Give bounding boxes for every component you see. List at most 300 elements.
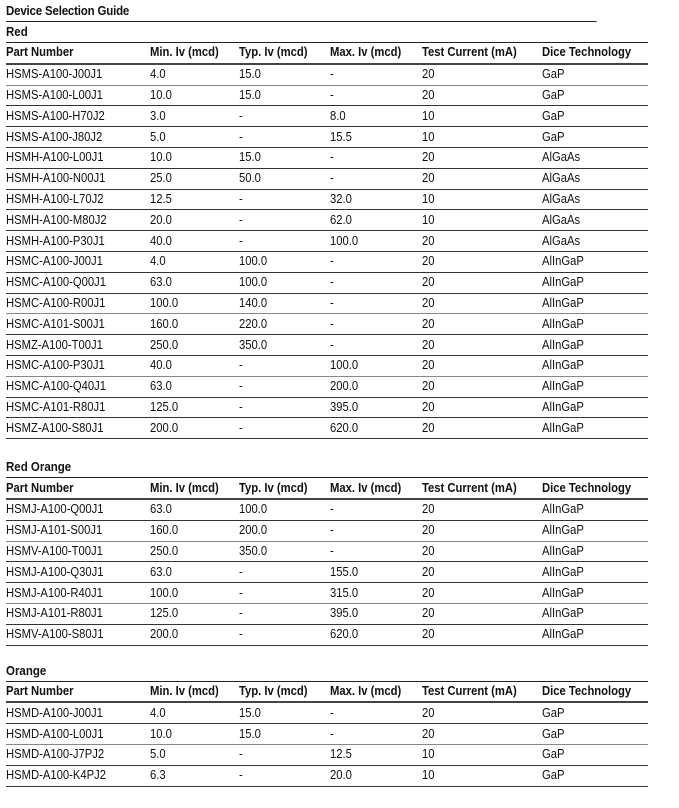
max-iv: 620.0 bbox=[330, 420, 359, 435]
table-cell bbox=[6, 583, 150, 604]
dice-technology: AlInGaP bbox=[542, 523, 584, 538]
max-iv: 20.0 bbox=[330, 768, 352, 783]
min-iv: 10.0 bbox=[150, 150, 172, 165]
table-cell bbox=[6, 251, 150, 272]
table-cell bbox=[6, 541, 150, 562]
test-current: 20 bbox=[422, 420, 435, 435]
typ-iv: 200.0 bbox=[239, 523, 268, 538]
part-number: HSMJ-A100-Q30J1 bbox=[6, 564, 104, 579]
table-cell bbox=[330, 64, 422, 85]
min-iv: 250.0 bbox=[150, 543, 179, 558]
dice-technology: AlInGaP bbox=[542, 606, 584, 621]
part-number: HSMS-A100-L00J1 bbox=[6, 87, 103, 102]
column-header bbox=[239, 43, 330, 64]
table-cell bbox=[150, 397, 239, 418]
table-cell bbox=[422, 499, 542, 520]
typ-iv: - bbox=[239, 606, 243, 621]
column-header-label: Dice Technology bbox=[542, 683, 632, 698]
table-cell bbox=[239, 499, 330, 520]
min-iv: 5.0 bbox=[150, 747, 166, 762]
table-cell bbox=[330, 168, 422, 189]
part-number: HSMS-A100-J00J1 bbox=[6, 67, 103, 82]
table-row bbox=[6, 85, 648, 106]
dice-technology: AlInGaP bbox=[542, 316, 584, 331]
table-cell bbox=[330, 583, 422, 604]
table-cell bbox=[330, 272, 422, 293]
min-iv: 250.0 bbox=[150, 337, 179, 352]
table-cell bbox=[150, 355, 239, 376]
table-cell bbox=[150, 85, 239, 106]
max-iv: - bbox=[330, 523, 334, 538]
table-cell bbox=[542, 376, 648, 397]
table-cell bbox=[542, 583, 648, 604]
column-header bbox=[150, 478, 239, 499]
part-number: HSMS-A100-H70J2 bbox=[6, 108, 105, 123]
table-cell bbox=[6, 744, 150, 765]
table-cell bbox=[239, 724, 330, 745]
table-row bbox=[6, 765, 648, 786]
max-iv: 8.0 bbox=[330, 108, 346, 123]
device-table bbox=[6, 681, 648, 787]
table-cell bbox=[330, 127, 422, 148]
table-cell bbox=[542, 189, 648, 210]
table-cell bbox=[422, 624, 542, 645]
max-iv: 15.5 bbox=[330, 129, 352, 144]
max-iv: 32.0 bbox=[330, 191, 352, 206]
dice-technology: AlGaAs bbox=[542, 171, 581, 186]
dice-technology: GaP bbox=[542, 768, 565, 783]
column-header bbox=[542, 681, 648, 702]
min-iv: 200.0 bbox=[150, 627, 179, 642]
dice-technology: AlInGaP bbox=[542, 627, 584, 642]
table-cell bbox=[330, 189, 422, 210]
table-cell bbox=[422, 603, 542, 624]
column-header-label: Typ. Iv (mcd) bbox=[239, 480, 308, 495]
table-row bbox=[6, 189, 648, 210]
table-cell bbox=[239, 251, 330, 272]
min-iv: 63.0 bbox=[150, 275, 172, 290]
dice-technology: AlGaAs bbox=[542, 191, 581, 206]
table-cell bbox=[542, 562, 648, 583]
max-iv: 100.0 bbox=[330, 233, 359, 248]
section-title: Orange bbox=[6, 663, 47, 678]
table-cell bbox=[239, 127, 330, 148]
table-cell bbox=[239, 562, 330, 583]
table-cell bbox=[150, 168, 239, 189]
max-iv: - bbox=[330, 67, 334, 82]
typ-iv: - bbox=[239, 399, 243, 414]
typ-iv: - bbox=[239, 747, 243, 762]
table-cell bbox=[330, 765, 422, 786]
table-cell bbox=[542, 624, 648, 645]
table-row bbox=[6, 272, 648, 293]
test-current: 20 bbox=[422, 502, 435, 517]
min-iv: 100.0 bbox=[150, 295, 179, 310]
column-header-label: Test Current (mA) bbox=[422, 45, 517, 60]
column-header-label: Test Current (mA) bbox=[422, 480, 517, 495]
table-cell bbox=[542, 251, 648, 272]
table-cell bbox=[422, 147, 542, 168]
table-cell bbox=[6, 189, 150, 210]
column-header bbox=[330, 478, 422, 499]
test-current: 20 bbox=[422, 233, 435, 248]
part-number: HSMC-A100-P30J1 bbox=[6, 358, 105, 373]
max-iv: - bbox=[330, 502, 334, 517]
column-header-label: Dice Technology bbox=[542, 45, 632, 60]
table-cell bbox=[239, 85, 330, 106]
part-number: HSMJ-A101-R80J1 bbox=[6, 606, 103, 621]
table-cell bbox=[542, 314, 648, 335]
table-cell bbox=[542, 397, 648, 418]
table-cell bbox=[330, 562, 422, 583]
typ-iv: - bbox=[239, 191, 243, 206]
table-header-row bbox=[6, 43, 648, 64]
table-cell bbox=[330, 744, 422, 765]
table-cell bbox=[542, 355, 648, 376]
column-header-label: Part Number bbox=[6, 683, 74, 698]
dice-technology: AlInGaP bbox=[542, 420, 584, 435]
dice-technology: GaP bbox=[542, 129, 565, 144]
typ-iv: - bbox=[239, 129, 243, 144]
table-cell bbox=[150, 64, 239, 85]
table-cell bbox=[6, 106, 150, 127]
max-iv: 12.5 bbox=[330, 747, 352, 762]
table-cell bbox=[330, 397, 422, 418]
table-cell bbox=[330, 355, 422, 376]
table-row bbox=[6, 702, 648, 723]
table-cell bbox=[239, 624, 330, 645]
typ-iv: 50.0 bbox=[239, 171, 261, 186]
dice-technology: GaP bbox=[542, 705, 565, 720]
min-iv: 25.0 bbox=[150, 171, 172, 186]
table-cell bbox=[422, 293, 542, 314]
table-cell bbox=[422, 397, 542, 418]
column-header-label: Test Current (mA) bbox=[422, 683, 517, 698]
table-cell bbox=[6, 127, 150, 148]
table-cell bbox=[239, 702, 330, 723]
typ-iv: - bbox=[239, 108, 243, 123]
typ-iv: - bbox=[239, 379, 243, 394]
dice-technology: AlInGaP bbox=[542, 399, 584, 414]
table-cell bbox=[6, 355, 150, 376]
table-cell bbox=[150, 106, 239, 127]
table-cell bbox=[239, 189, 330, 210]
table-cell bbox=[422, 272, 542, 293]
part-number: HSMS-A100-J80J2 bbox=[6, 129, 103, 144]
table-cell bbox=[239, 314, 330, 335]
dice-technology: AlInGaP bbox=[542, 502, 584, 517]
table-cell bbox=[150, 765, 239, 786]
table-cell bbox=[422, 231, 542, 252]
table-cell bbox=[6, 231, 150, 252]
min-iv: 40.0 bbox=[150, 358, 172, 373]
typ-iv: 100.0 bbox=[239, 275, 268, 290]
test-current: 20 bbox=[422, 295, 435, 310]
table-cell bbox=[150, 724, 239, 745]
table-row bbox=[6, 499, 648, 520]
part-number: HSMJ-A101-S00J1 bbox=[6, 523, 103, 538]
test-current: 20 bbox=[422, 585, 435, 600]
min-iv: 125.0 bbox=[150, 606, 179, 621]
table-cell bbox=[542, 603, 648, 624]
test-current: 20 bbox=[422, 358, 435, 373]
table-cell bbox=[6, 624, 150, 645]
table-cell bbox=[6, 562, 150, 583]
table-row bbox=[6, 293, 648, 314]
dice-technology: GaP bbox=[542, 726, 565, 741]
table-cell bbox=[239, 147, 330, 168]
part-number: HSMH-A100-L70J2 bbox=[6, 191, 104, 206]
column-header-label: Part Number bbox=[6, 45, 74, 60]
section-title: Red bbox=[6, 25, 28, 39]
table-cell bbox=[330, 106, 422, 127]
typ-iv: 15.0 bbox=[239, 67, 261, 82]
table-row bbox=[6, 314, 648, 335]
table-cell bbox=[6, 702, 150, 723]
table-cell bbox=[239, 744, 330, 765]
table-cell bbox=[150, 231, 239, 252]
table-cell bbox=[422, 106, 542, 127]
part-number: HSMC-A101-R80J1 bbox=[6, 399, 106, 414]
max-iv: - bbox=[330, 87, 334, 102]
table-row bbox=[6, 624, 648, 645]
table-cell bbox=[422, 314, 542, 335]
typ-iv: - bbox=[239, 564, 243, 579]
min-iv: 40.0 bbox=[150, 233, 172, 248]
max-iv: - bbox=[330, 316, 334, 331]
table-cell bbox=[330, 251, 422, 272]
column-header bbox=[330, 681, 422, 702]
table-cell bbox=[150, 314, 239, 335]
table-cell bbox=[330, 335, 422, 356]
max-iv: - bbox=[330, 337, 334, 352]
table-cell bbox=[330, 85, 422, 106]
table-cell bbox=[150, 603, 239, 624]
dice-technology: AlInGaP bbox=[542, 564, 584, 579]
typ-iv: - bbox=[239, 233, 243, 248]
table-cell bbox=[422, 418, 542, 439]
table-cell bbox=[330, 603, 422, 624]
column-header bbox=[330, 43, 422, 64]
table-cell bbox=[239, 583, 330, 604]
test-current: 20 bbox=[422, 726, 435, 741]
table-cell bbox=[239, 106, 330, 127]
table-cell bbox=[542, 541, 648, 562]
min-iv: 125.0 bbox=[150, 399, 179, 414]
min-iv: 4.0 bbox=[150, 67, 166, 82]
column-header-label: Dice Technology bbox=[542, 480, 632, 495]
min-iv: 4.0 bbox=[150, 705, 166, 720]
document-title: Device Selection Guide bbox=[6, 0, 597, 22]
max-iv: 100.0 bbox=[330, 358, 359, 373]
column-header bbox=[542, 43, 648, 64]
part-number: HSMC-A100-Q40J1 bbox=[6, 379, 107, 394]
table-cell bbox=[6, 724, 150, 745]
table-row bbox=[6, 335, 648, 356]
test-current: 20 bbox=[422, 316, 435, 331]
table-row bbox=[6, 603, 648, 624]
min-iv: 10.0 bbox=[150, 726, 172, 741]
column-header-label: Typ. Iv (mcd) bbox=[239, 683, 308, 698]
part-number: HSMV-A100-S80J1 bbox=[6, 627, 104, 642]
column-header-label: Min. Iv (mcd) bbox=[150, 480, 219, 495]
column-header bbox=[422, 43, 542, 64]
table-row bbox=[6, 147, 648, 168]
part-number: HSMH-A100-L00J1 bbox=[6, 150, 104, 165]
table-cell bbox=[422, 335, 542, 356]
table-cell bbox=[542, 765, 648, 786]
table-cell bbox=[150, 702, 239, 723]
table-cell bbox=[330, 702, 422, 723]
table-cell bbox=[150, 189, 239, 210]
table-row bbox=[6, 127, 648, 148]
column-header-label: Typ. Iv (mcd) bbox=[239, 45, 308, 60]
max-iv: - bbox=[330, 543, 334, 558]
min-iv: 5.0 bbox=[150, 129, 166, 144]
typ-iv: - bbox=[239, 585, 243, 600]
table-row bbox=[6, 106, 648, 127]
part-number: HSMH-A100-N00J1 bbox=[6, 171, 106, 186]
min-iv: 160.0 bbox=[150, 316, 179, 331]
part-number: HSMD-A100-J7PJ2 bbox=[6, 747, 105, 762]
typ-iv: - bbox=[239, 627, 243, 642]
typ-iv: 15.0 bbox=[239, 150, 261, 165]
table-cell bbox=[150, 499, 239, 520]
column-header-label: Part Number bbox=[6, 480, 74, 495]
table-cell bbox=[6, 520, 150, 541]
table-header-row bbox=[6, 681, 648, 702]
test-current: 10 bbox=[422, 212, 435, 227]
table-cell bbox=[6, 376, 150, 397]
column-header bbox=[6, 478, 150, 499]
dice-technology: AlInGaP bbox=[542, 358, 584, 373]
table-cell bbox=[330, 499, 422, 520]
dice-technology: AlGaAs bbox=[542, 233, 581, 248]
max-iv: - bbox=[330, 726, 334, 741]
typ-iv: 15.0 bbox=[239, 705, 261, 720]
typ-iv: - bbox=[239, 768, 243, 783]
max-iv: - bbox=[330, 150, 334, 165]
part-number: HSMC-A101-S00J1 bbox=[6, 316, 105, 331]
table-cell bbox=[6, 168, 150, 189]
device-table bbox=[6, 477, 648, 645]
max-iv: - bbox=[330, 295, 334, 310]
table-cell bbox=[6, 314, 150, 335]
table-cell bbox=[330, 624, 422, 645]
table-row bbox=[6, 724, 648, 745]
table-cell bbox=[422, 127, 542, 148]
max-iv: - bbox=[330, 254, 334, 269]
table-row bbox=[6, 562, 648, 583]
table-row bbox=[6, 520, 648, 541]
table-row bbox=[6, 355, 648, 376]
table-cell bbox=[422, 583, 542, 604]
test-current: 20 bbox=[422, 275, 435, 290]
typ-iv: - bbox=[239, 358, 243, 373]
column-header-label: Min. Iv (mcd) bbox=[150, 45, 219, 60]
table-cell bbox=[542, 127, 648, 148]
table-cell bbox=[150, 293, 239, 314]
min-iv: 20.0 bbox=[150, 212, 172, 227]
sections-container bbox=[6, 22, 648, 787]
table-row bbox=[6, 168, 648, 189]
table-cell bbox=[239, 335, 330, 356]
min-iv: 12.5 bbox=[150, 191, 172, 206]
dice-technology: AlInGaP bbox=[542, 295, 584, 310]
table-row bbox=[6, 541, 648, 562]
min-iv: 63.0 bbox=[150, 379, 172, 394]
table-cell bbox=[150, 147, 239, 168]
table-cell bbox=[330, 147, 422, 168]
typ-iv: 100.0 bbox=[239, 502, 268, 517]
table-cell bbox=[239, 765, 330, 786]
test-current: 20 bbox=[422, 399, 435, 414]
part-number: HSMJ-A100-Q00J1 bbox=[6, 502, 104, 517]
column-header-label: Max. Iv (mcd) bbox=[330, 45, 402, 60]
test-current: 10 bbox=[422, 747, 435, 762]
dice-technology: GaP bbox=[542, 108, 565, 123]
part-number: HSMD-A100-K4PJ2 bbox=[6, 768, 107, 783]
table-cell bbox=[239, 397, 330, 418]
max-iv: 155.0 bbox=[330, 564, 359, 579]
part-number: HSMZ-A100-T00J1 bbox=[6, 337, 103, 352]
table-cell bbox=[422, 724, 542, 745]
table-cell bbox=[422, 541, 542, 562]
table-row bbox=[6, 397, 648, 418]
dice-technology: GaP bbox=[542, 747, 565, 762]
table-cell bbox=[239, 541, 330, 562]
table-cell bbox=[542, 744, 648, 765]
dice-technology: AlInGaP bbox=[542, 379, 584, 394]
table-row bbox=[6, 210, 648, 231]
table-cell bbox=[6, 397, 150, 418]
dice-technology: AlInGaP bbox=[542, 275, 584, 290]
dice-technology: AlInGaP bbox=[542, 337, 584, 352]
table-cell bbox=[422, 251, 542, 272]
test-current: 10 bbox=[422, 129, 435, 144]
table-cell bbox=[542, 210, 648, 231]
typ-iv: 140.0 bbox=[239, 295, 268, 310]
min-iv: 63.0 bbox=[150, 502, 172, 517]
table-cell bbox=[422, 765, 542, 786]
table-cell bbox=[330, 231, 422, 252]
table-row bbox=[6, 231, 648, 252]
min-iv: 6.3 bbox=[150, 768, 166, 783]
max-iv: - bbox=[330, 171, 334, 186]
table-cell bbox=[150, 418, 239, 439]
test-current: 20 bbox=[422, 150, 435, 165]
test-current: 10 bbox=[422, 191, 435, 206]
table-cell bbox=[150, 127, 239, 148]
table-cell bbox=[542, 147, 648, 168]
table-cell bbox=[150, 520, 239, 541]
table-cell bbox=[239, 418, 330, 439]
dice-technology: AlGaAs bbox=[542, 212, 581, 227]
column-header bbox=[239, 681, 330, 702]
max-iv: 395.0 bbox=[330, 606, 359, 621]
max-iv: - bbox=[330, 275, 334, 290]
table-cell bbox=[239, 603, 330, 624]
table-cell bbox=[6, 147, 150, 168]
table-cell bbox=[330, 210, 422, 231]
table-cell bbox=[330, 376, 422, 397]
table-cell bbox=[239, 520, 330, 541]
part-number: HSMC-A100-R00J1 bbox=[6, 295, 106, 310]
table-cell bbox=[542, 520, 648, 541]
test-current: 20 bbox=[422, 379, 435, 394]
table-cell bbox=[542, 106, 648, 127]
test-current: 20 bbox=[422, 543, 435, 558]
